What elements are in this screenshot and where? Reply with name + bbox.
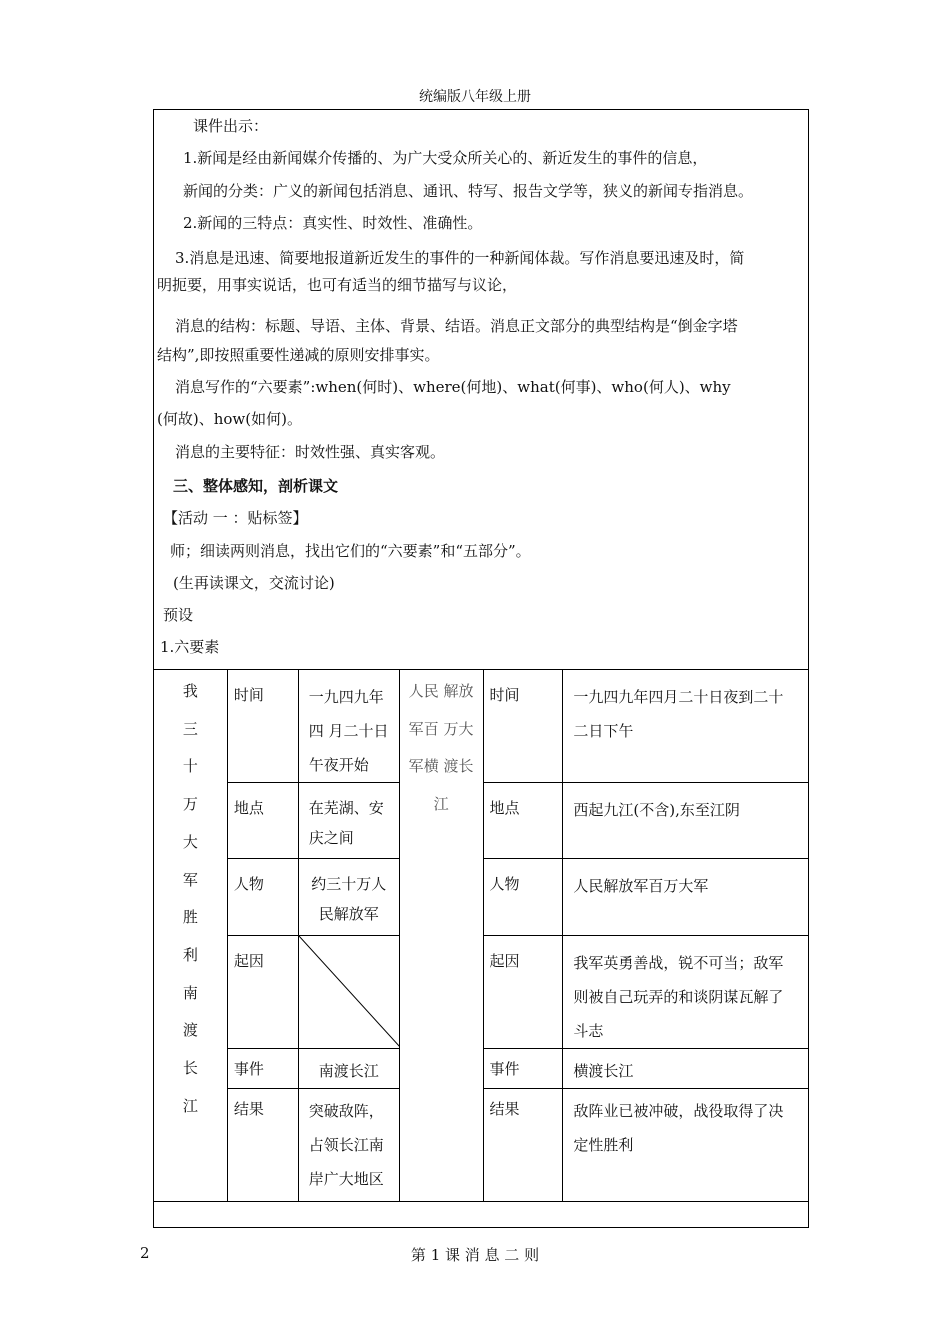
six-elements-table	[153, 669, 809, 1202]
table-key: 结果	[483, 1089, 563, 1202]
page-header: 统编版八年级上册	[419, 89, 531, 105]
text-line: 结构”,即按照重要性递减的原则安排事实。	[157, 346, 440, 364]
page-number: 2	[140, 1244, 150, 1262]
right-article-title: 人民 解放 军百 万大 军横 渡长 江	[399, 670, 483, 1202]
text-line: 课件出示：	[193, 117, 269, 135]
table-value: 一九四九年四月二十日夜到二十二日下午	[563, 670, 809, 783]
table-key: 人物	[227, 859, 298, 936]
table-key: 事件	[483, 1049, 563, 1089]
empty-diagonal-cell	[298, 936, 399, 1049]
text-line: 消息写作的“六要素”:when(何时)、where(何地)、what(何事)、who(何人)、why	[175, 378, 731, 396]
text-line: 3.消息是迅速、简要地报道新近发生的事件的一种新闻体裁。写作消息要迅速及时，简	[175, 249, 745, 267]
table-value: 一九四九年四 月二十日午夜开始	[298, 670, 399, 783]
table-value: 敌阵业已被冲破，战役取得了决定性胜利	[563, 1089, 809, 1202]
text-line: 2.新闻的三特点：真实性、时效性、准确性。	[183, 214, 483, 232]
page-footer: 第 1 课 消 息 二 则	[410, 1246, 540, 1264]
table-key: 时间	[483, 670, 563, 783]
text-line: 师；细读两则消息，找出它们的“六要素”和“五部分”。	[170, 542, 531, 560]
left-article-title: 我 三 十 万 大 军 胜 利 南 渡 长 江	[154, 670, 228, 1202]
table-key: 起因	[227, 936, 298, 1049]
table-key: 地点	[483, 783, 563, 859]
text-line: 1.六要素	[160, 638, 220, 656]
table-value: 突破敌阵，占领长江南岸广大地区	[298, 1089, 399, 1202]
text-line: 消息的结构：标题、导语、主体、背景、结语。消息正文部分的典型结构是“倒金字塔	[175, 317, 738, 335]
table-value: 我军英勇善战，锐不可当；敌军则被自己玩弄的和谈阴谋瓦解了斗志	[563, 936, 809, 1049]
text-line: 1.新闻是经由新闻媒介传播的、为广大受众所关心的、新近发生的事件的信息，	[183, 149, 708, 167]
text-line: (何故)、how(如何)。	[157, 410, 302, 428]
table-key: 地点	[227, 783, 298, 859]
table-key: 事件	[227, 1049, 298, 1089]
text-line: 预设	[163, 606, 194, 624]
table-key: 人物	[483, 859, 563, 936]
table-value: 西起九江(不含),东至江阴	[563, 783, 809, 859]
table-key: 结果	[227, 1089, 298, 1202]
table-key: 时间	[227, 670, 298, 783]
table-value: 南渡长江	[298, 1049, 399, 1089]
table-value: 在芜湖、安庆之间	[298, 783, 399, 859]
diagonal-line	[299, 936, 400, 1047]
text-line: (生再读课文，交流讨论)	[173, 574, 335, 592]
table-value: 约三十万人民解放军	[298, 859, 399, 936]
activity-label: 【活动 一 ：贴标签】	[163, 509, 308, 527]
section-heading: 三、整体感知，剖析课文	[173, 477, 339, 495]
text-line: 新闻的分类：广义的新闻包括消息、通讯、特写、报告文学等，狭义的新闻专指消息。	[183, 182, 754, 200]
table-key: 起因	[483, 936, 563, 1049]
table-value: 横渡长江	[563, 1049, 809, 1089]
text-line: 消息的主要特征：时效性强、真实客观。	[175, 443, 446, 461]
table-value: 人民解放军百万大军	[563, 859, 809, 936]
text-line: 明扼要，用事实说话，也可有适当的细节描写与议论，	[157, 276, 518, 294]
